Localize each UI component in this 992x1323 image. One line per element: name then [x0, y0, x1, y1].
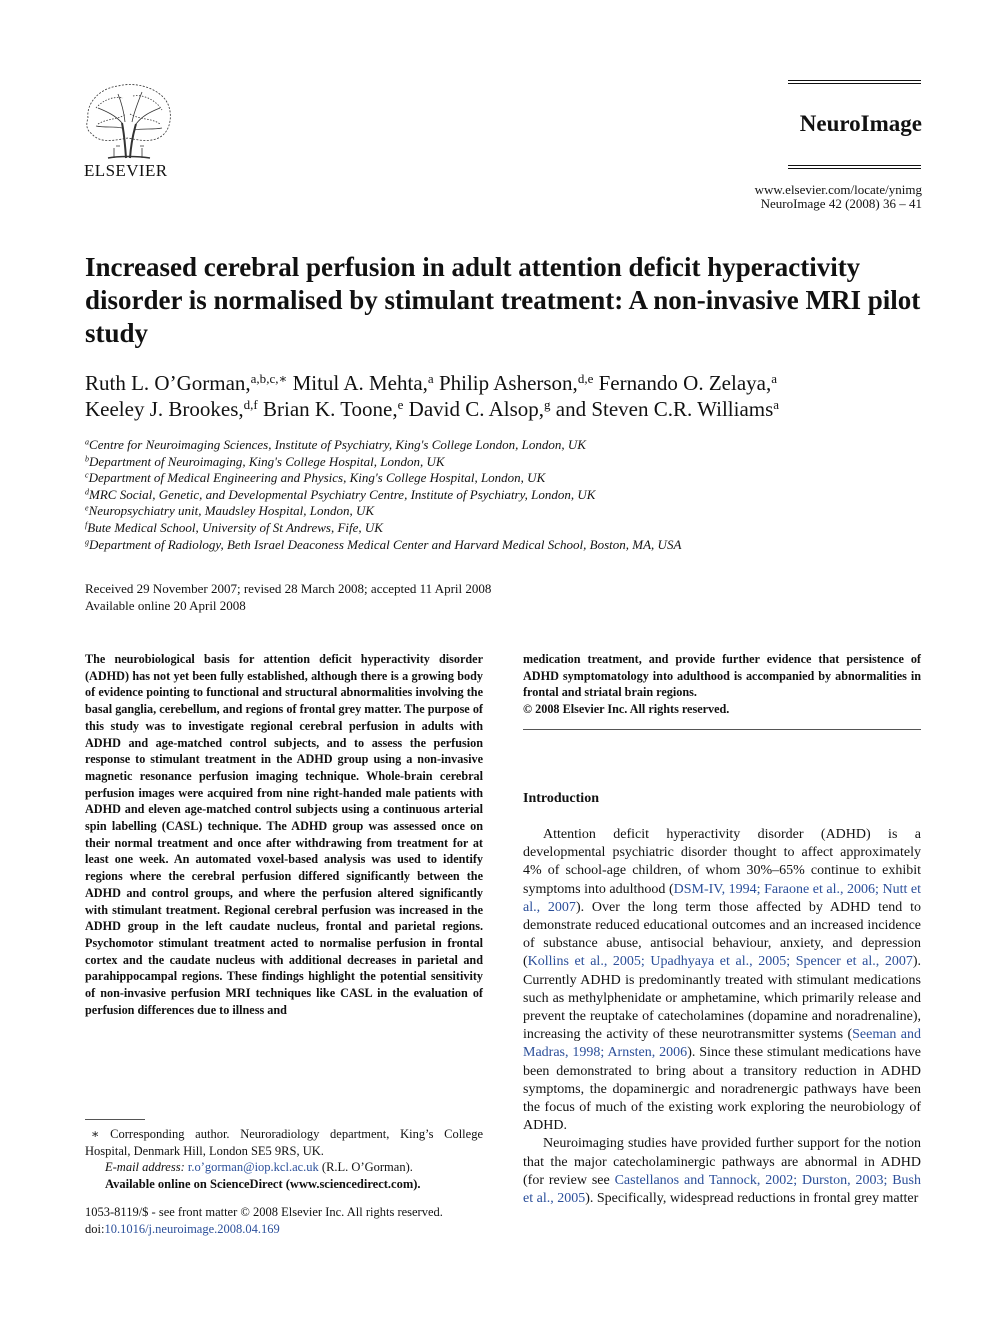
available-online-date: Available online 20 April 2008 — [85, 598, 246, 613]
affiliation: $^e$Neuropsychiatry unit, Maudsley Hospital, London, UK — [85, 503, 375, 519]
author: Brian K. Toone,$^e$ — [263, 396, 404, 421]
article-history — [85, 580, 685, 614]
issn-block — [85, 1204, 505, 1238]
abstract-column-right — [523, 651, 921, 718]
email-link[interactable]: r.o’gorman@iop.kcl.ac.uk — [187, 1160, 319, 1174]
abstract-end-rule — [523, 729, 921, 730]
paragraph-text: ). Since these stimulant medications have been demonstrated to bring about a transitory reduction in ADHD symptoms, the dopaminergic and noradrenergic pathways have been the focus of much of the existing work exploring the neurobiology of ADHD. — [523, 1045, 921, 1134]
header-rule-top-1 — [788, 80, 921, 81]
affiliation-list — [85, 437, 925, 553]
publisher-name: ELSEVIER — [84, 161, 168, 180]
citation-link[interactable]: Kollins et al., 2005; Upadhyaya et al., 2005; Spencer et al., 2007 — [527, 954, 913, 970]
affiliation: $^d$MRC Social, Genetic, and Developmental Psychiatry Centre, Institute of Psychiatry, London, UK — [85, 486, 596, 502]
abstract-copyright: © 2008 Elsevier Inc. All rights reserved. — [523, 702, 730, 717]
citation-link[interactable]: DSM-IV, 1994; Faraone et al., 2006; Nutt et al., 2007 — [523, 881, 922, 915]
introduction-body — [523, 826, 921, 1208]
email-label: E-mail address: — [105, 1160, 185, 1174]
affiliation: $^b$Department of Neuroimaging, King's College Hospital, London, UK — [85, 453, 445, 469]
author: Fernando O. Zelaya,$^a$ — [598, 370, 777, 395]
paragraph-text: Neuroimaging studies have provided further support for the notion that the major catecholaminergic pathways are abnormal in ADHD (for review see — [523, 1136, 921, 1188]
author: David C. Alsop,$^g$ — [408, 396, 551, 421]
author-list — [85, 370, 925, 422]
email-suffix: (R.L. O’Gorman). — [321, 1160, 413, 1174]
citation-link[interactable]: Seeman and Madras, 1998; Arnsten, 2006 — [523, 1027, 922, 1061]
affiliation: $^c$Department of Medical Engineering and Physics, King's College Hospital, London, UK — [85, 470, 546, 486]
section-heading-introduction: Introduction — [523, 791, 599, 806]
corresponding-author-note: ∗ Corresponding author. Neuroradiology department, King’s College Hospital, Denmark Hill, London SE5 9RS, UK. — [85, 1127, 483, 1158]
received-dates: Received 29 November 2007; revised 28 March 2008; accepted 11 April 2008 — [85, 581, 492, 596]
author: Ruth L. O’Gorman,$^{a,b,c,∗}$ — [85, 370, 288, 395]
header-rule-bottom-2 — [788, 168, 921, 169]
abstract-continuation: medication treatment, and provide further evidence that persistence of ADHD symptomatology into adulthood is accompanied by abnormalities in frontal and striatal brain regions. — [523, 652, 921, 700]
header-rule-bottom-1 — [788, 165, 921, 166]
author: Keeley J. Brookes,$^{d,f}$ — [85, 396, 258, 421]
author: Philip Asherson,$^{d,e}$ — [438, 370, 594, 395]
introduction-paragraph-1 — [523, 826, 921, 1135]
footnote-rule — [85, 1119, 145, 1120]
doi-link[interactable]: 10.1016/j.neuroimage.2008.04.169 — [104, 1222, 280, 1236]
doi-line: doi:10.1016/j.neuroimage.2008.04.169 — [85, 1222, 280, 1236]
abstract-column-left: The neurobiological basis for attention deficit hyperactivity disorder (ADHD) has not yet been fully established, although there is a growing body of evidence pointing to functional and structural abnormalities involving the basal ganglia, cerebellum, and regions of frontal grey matter. The purpose of this study was to investigate regional cerebral perfusion in adults with ADHD and age-matched control subjects, and to assess the perfusion response to stimulant treatment in the ADHD group using a non-invasive magnetic resonance perfusion imaging technique. Whole-brain cerebral perfusion images were acquired from nine right-handed male patients with ADHD and eleven age-matched control subjects using a continuous arterial spin labelling (CASL) technique. The ADHD group was assessed once on their normal treatment and once after withdrawing from treatment for at least one week. An automated voxel-based analysis was used to identify regions where the cerebral perfusion differed significantly between the ADHD and control groups, and where the perfusion altered significantly with stimulant treatment. Regional cerebral perfusion was increased in the ADHD group in the left caudate nucleus, frontal and parietal regions. Psychomotor stimulant treatment acted to normalise perfusion in frontal cortex and the caudate nucleus with additional decreases in parietal and parahippocampal regions. These findings highlight the potential sensitivity of non-invasive perfusion MRI techniques like CASL in the evaluation of perfusion differences due to illness and — [85, 652, 483, 1017]
journal-citation: NeuroImage 42 (2008) 36 – 41 — [760, 196, 922, 211]
affiliation: $^g$Department of Radiology, Beth Israel Deaconess Medical Center and Harvard Medical School, Boston, MA, USA — [85, 536, 682, 552]
header-rule-top-2 — [788, 83, 921, 84]
author: Mitul A. Mehta,$^a$ — [292, 370, 434, 395]
issn-line: 1053-8119/$ - see front matter © 2008 Elsevier Inc. All rights reserved. — [85, 1205, 443, 1219]
introduction-paragraph-2 — [523, 1135, 921, 1208]
footnotes — [85, 1126, 483, 1192]
paragraph-text: Attention deficit hyperactivity disorder (ADHD) is a developmental psychiatric disorder thought to affect approximately 4% of school-age children, of whom 30%–65% continue to exhibit symptoms into adulthood ( — [523, 827, 921, 897]
journal-url[interactable]: www.elsevier.com/locate/ynimg — [754, 182, 922, 197]
sciencedirect-note: Available online on ScienceDirect (www.sciencedirect.com). — [105, 1176, 421, 1191]
paragraph-text: ). Over the long term those affected by ADHD tend to demonstrate reduced educational outcomes and an increased incidence of substance abuse, antisocial behaviour, anxiety, and depression ( — [523, 899, 922, 970]
citation-link[interactable]: Castellanos and Tannock, 2002; Durston, 2003; Bush et al., 2005 — [523, 1172, 922, 1207]
article-title: Increased cerebral perfusion in adult attention deficit hyperactivity disorder is normalised by stimulant treatment: A non-invasive MRI pilot study — [85, 252, 921, 348]
journal-name: NeuroImage — [799, 111, 922, 136]
paragraph-text: ). Specifically, widespread reductions in frontal grey matter — [585, 1191, 919, 1207]
email-note — [85, 1159, 483, 1176]
affiliation: $^f$Bute Medical School, University of St Andrews, Fife, UK — [85, 519, 383, 535]
author: and Steven C.R. Williams$^a$ — [555, 396, 780, 421]
affiliation: $^a$Centre for Neuroimaging Sciences, Institute of Psychiatry, King's College London, London, UK — [85, 437, 586, 452]
paragraph-text: ). Currently ADHD is predominantly treated with stimulant medications such as methylphenidate or amphetamine, which primarily release and prevent the reuptake of catecholamines (dopamine and noradrenaline), increasing the activity of these neurotransmitter systems ( — [523, 954, 921, 1043]
